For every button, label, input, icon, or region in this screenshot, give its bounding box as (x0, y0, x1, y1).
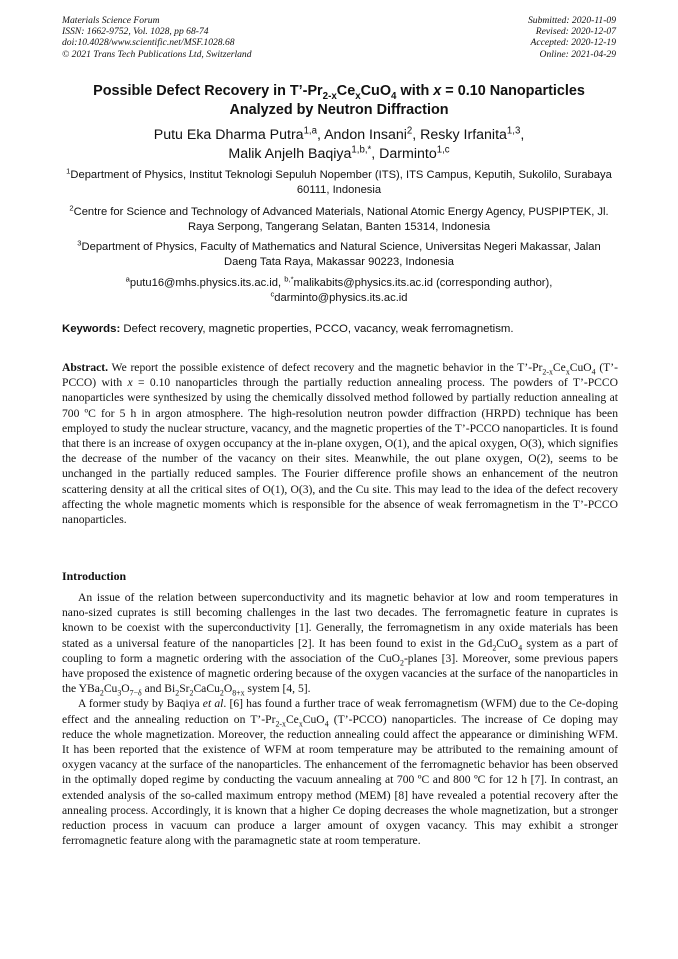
paper-title: Possible Defect Recovery in $T’-Pr_{2-x}Ce_xCuO_4$ with x = 0.10 Nanoparticles Analyzed by Neutron Diffraction (40, 82, 638, 120)
online-date: Online: 2021-04-29 (539, 48, 616, 60)
abstract: Abstract. We report the possible existence of defect recovery and the magnetic behavior in the $T’-Pr_{2-x}Ce_xCuO_4$ (T’-PCCO) with x = 0.10 nanoparticles through the partially reduction annealing process. The powders of T’-PCCO nanoparticles were synthesized by using the chemically dissolved method followed by partially reduction annealing at 700 ºC for 5 h in argon atmosphere. The high-resolution neutron powder diffraction (HRPD) technique has been employed to study the nuclear structure, vacancy, and the magnetic properties of the T’-PCCO nanoparticles. It is found that there is an increase of oxygen occupancy at the in-plane oxygen, O(1), and the apical oxygen, O(3), which signifies the decrease of the number of the vacancy on their sites. Meanwhile, the out plane oxygen, O(2), seems to be unchanged in the partially reduced samples. The Fourier difference profile shows an enhancement of the neutron scattering density at all the critical sites of O(1), O(3), and the Cu site. This may lead to the idea of the defect recovery affecting the whole magnetic moments which is responsible for the absence of weak ferromagnetism in the T’-PCCO nanoparticles. (62, 361, 619, 527)
affiliation-3: $^3$Department of Physics, Faculty of Mathematics and Natural Science, Universitas Negeri Makassar, Jalan Daeng Tata Raya, Makassar 90223, Indonesia (77, 238, 601, 269)
title-line-2: Analyzed by Neutron Diffraction (229, 102, 449, 118)
author-name: Malik Anjelh Baqiya (228, 146, 352, 162)
abstract-label: Abstract. (62, 361, 109, 374)
copyright-line: © 2021 Trans Tech Publications Ltd, Switzerland (62, 48, 252, 60)
intro-paragraph-1: An issue of the relation between superconductivity and its magnetic behavior at low and room temperatures in nano-sized cuprates is still becoming challenges in the last two decades. The ferromagnetic feature in cuprates is known to be coexist with the superconductivity [1]. Generally, the ferromagnetism in any oxide materials has been stated as a universal feature of the nanoparticles [2]. It has been found to exist in the $Gd_2CuO_4$ system as a part of coupling to form a magnetic ordering with the association of the CuO$_2$-planes [3]. Moreover, some previous papers have proposed the existence of magnetic ordering because of the oxygen vacancies at the surface of the nanoparticles in the $YBa_2Cu_3O_{7-\delta}$ and $Bi_2Sr_2CaCu_2O_{8+x}$ system [4, 5]. (62, 591, 619, 698)
journal-info (62, 15, 252, 60)
affiliation-2: $^2$Centre for Science and Technology of Advanced Materials, National Atomic Energy Agency, PUSPIPTEK, Jl. Raya Serpong, Tangerang Selatan, Banten 15314, Indonesia (69, 203, 609, 234)
author-name: Darminto (379, 146, 437, 162)
submitted-date: Submitted: 2020-11-09 (527, 15, 616, 26)
introduction-heading: Introduction (62, 569, 127, 583)
doi-line: doi:10.4028/www.scientific.net/MSF.1028.68 (62, 37, 235, 49)
accepted-date: Accepted: 2020-12-19 (530, 37, 616, 49)
intro-paragraph-2: A former study by Baqiya et al. [6] has found a further trace of weak ferromagnetism (WFM) due to the Ce-doping effect and the annealing reduction on $T’-Pr_{2-x}Ce_xCuO_4$ (T’-PCCO) nanoparticles. The increase of Ce doping may reduce the whole magnetization. Moreover, the reduction annealing could affect the appearance or diminishing WFM. It has been reported that the existence of WFM at room temperature may be attributed to the remaining amount of oxygen vacancy at the surface of the nanoparticles. The enhancement of the ferromagnetic behavior has been observed in the optimally doped regime by conducting the vacuum annealing at 700 ºC and 800 ºC for 12 h [7]. In contrast, an extended analysis of the so-called maximum entropy method (MEM) [8] have revealed a potential recovery after the annealing process. Accordingly, it is known that a higher Ce doping decreases the whole magnetization, but a stronger reduction process in vacuum can produce a larger amount of oxygen vacancy. This may exhibit a stronger ferromagnetic feature along with the paramagnetic state at room temperature. (62, 697, 618, 848)
author-list: Putu Eka Dharma Putra$^{1,a}$, Andon Insani$^2$, Resky Irfanita$^{1,3}$, Malik Anjelh Baqiya$^{1,b,*}$, Darminto$^{1,c}$ (153, 125, 525, 162)
author-name: Andon Insani (324, 127, 407, 143)
affiliation-1: $^1$Department of Physics, Institut Teknologi Sepuluh Nopember (ITS), ITS Campus, Keputih, Sukolilo, Surabaya 60111, Indonesia (66, 166, 612, 197)
dates-info (528, 15, 616, 60)
journal-name: Materials Science Forum (62, 15, 160, 26)
author-name: Resky Irfanita (420, 127, 507, 143)
author-name: Putu Eka Dharma Putra (153, 127, 304, 143)
introduction-body (62, 590, 618, 848)
keywords: Keywords: Defect recovery, magnetic properties, PCCO, vacancy, weak ferromagnetism. (62, 323, 514, 335)
keywords-label: Keywords: (62, 323, 121, 335)
author-emails: $^a$putu16@mhs.physics.its.ac.id, $^{b,*}$malikabits@physics.its.ac.id (corresponding author), $^c$darminto@physics.its.ac.id (125, 274, 553, 305)
issn-line: ISSN: 1662-9752, Vol. 1028, pp 68-74 (62, 26, 209, 38)
revised-date: Revised: 2020-12-07 (535, 26, 616, 38)
